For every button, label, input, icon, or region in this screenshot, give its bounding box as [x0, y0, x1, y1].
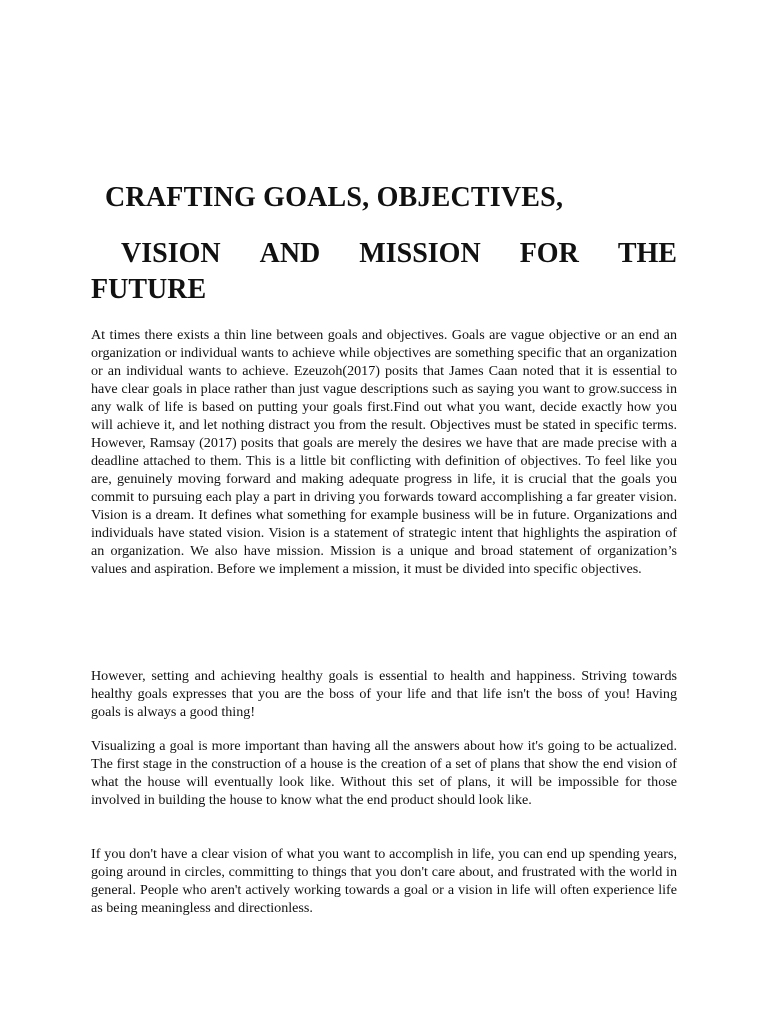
paragraph-2: However, setting and achieving healthy goals is essential to health and happiness. Striving towards healthy goals expresses that you are the boss of your life and that life isn't the boss of you! Having goals is always a good thing!	[91, 668, 677, 720]
title-line-1: CRAFTING GOALS, OBJECTIVES,	[105, 182, 564, 213]
title-word: VISION	[121, 238, 221, 269]
paragraph-3: Visualizing a goal is more important than having all the answers about how it's going to be actualized. The first stage in the construction of a house is the creation of a set of plans that show the end vision of what the house will eventually look like. Without this set of plans, it will be impossible for those involved in building the house to know what the end product should look like.	[91, 738, 677, 808]
title-word: MISSION	[359, 238, 481, 269]
title-line-2	[91, 236, 677, 272]
paragraph-4: If you don't have a clear vision of what you want to accomplish in life, you can end up spending years, going around in circles, committing to things that you don't care about, and frustrated with the world in general. People who aren't actively working towards a goal or a vision in life will often experience life as being meaningless and directionless.	[91, 846, 677, 916]
title-word: AND	[259, 238, 321, 269]
title-word: THE	[617, 238, 677, 269]
paragraph-1: At times there exists a thin line between goals and objectives. Goals are vague objective or an end an organization or individual wants to achieve while objectives are something specific that an organization or an individual wants to achieve. Ezeuzoh(2017) posits that James Caan noted that it is essential to have clear goals in place rather than just vague descriptions such as saying you want to grow.success in any walk of life is based on putting your goals first.Find out what you want, decide exactly how you will achieve it, and let nothing distract you from the result. Objectives must be stated in specific terms. However, Ramsay (2017) posits that goals are merely the desires we have that are made precise with a deadline attached to them. This is a little bit conflicting with definition of objectives. To feel like you are, genuinely moving forward and making adequate progress in life, it is crucial that the goals you commit to pursuing each play a part in driving you forwards toward accomplishing a far greater vision. Vision is a dream. It defines what something for example business will be in future. Organizations and individuals have stated vision. Vision is a statement of strategic intent that highlights the aspiration of an organization. We also have mission. Mission is a unique and broad statement of organization’s values and aspiration. Before we implement a mission, it must be divided into specific objectives.	[91, 327, 677, 577]
title-line-3: FUTURE	[91, 274, 207, 305]
title-word: FOR	[519, 238, 579, 269]
title-continuation	[91, 236, 677, 308]
